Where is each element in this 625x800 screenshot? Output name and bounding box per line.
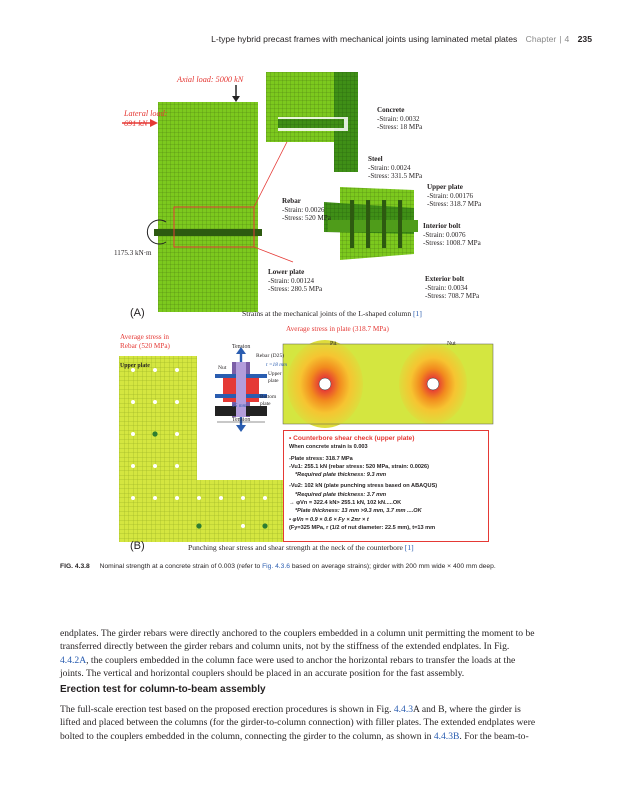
exterior-bolt-stress: -Stress: 708.7 MPa [425,292,480,300]
section-line-3a: bolted to the couplers embedded in the column, connecting the girder to the column, as shown in [60,730,432,742]
figure-caption-label: FIG. 4.3.8 [60,563,90,570]
figure-caption-link[interactable]: Fig. 4.3.6 [262,563,290,570]
check-condition: When concrete strain is 0.003 [289,444,368,451]
chapter-number: 4 [564,34,570,44]
rebar-stress: -Stress: 520 MPa [282,214,331,222]
upper-plate-stress: -Stress: 318.7 MPa [427,200,482,208]
exterior-bolt-strain: -Strain: 0.0034 [425,283,468,292]
check-vu2: -Vu2: 102 kN (plate punching stress based on ABAQUS) [289,483,438,490]
tension-bottom-label: Tension [232,417,251,423]
panel-a-caption-text: Strains at the mechanical joints of the L-shaped column [242,309,412,318]
concrete-strain: -Strain: 0.0032 [377,114,420,123]
joint-rebar-band [154,229,262,236]
check-phi-vn: → φVn = 322.4 kN> 255.1 kN, 102 kN.....OK [289,500,402,507]
nut-right-label: Nut [447,341,456,347]
check-vu1-req: *Required plate thickness: 9.3 mm [295,472,387,479]
body-paragraph-1 [60,627,602,681]
lower-plate-stress: -Stress: 280.5 MPa [268,285,323,293]
lateral-load-line1: Lateral load: [124,109,168,118]
dim-45-label: 45 mm [232,403,247,409]
moment-label: 1175.3 kN·m [114,249,152,257]
section-line-1-link[interactable]: 4.4.3 [393,704,414,715]
upper-plate-b-title: Upper plate [120,363,150,369]
avg-stress-rebar-label [120,333,170,350]
lateral-load-label [124,109,167,129]
section-line-1 [60,703,602,716]
panel-b-caption-ref[interactable]: [1] [404,543,414,552]
panel-a-caption [242,309,422,318]
section-paragraph [60,703,602,743]
section-line-3b: . For the beam-to- [459,730,529,742]
section-line-1a: The full-scale erection test based on the proposed erection procedures is shown in Fig. [60,704,392,715]
concrete-title: Concrete [377,106,405,114]
panel-b-letter: (B) [130,540,145,552]
check-formula: • φVn = 0.9 × 0.6 × Fy × 2πr × t [289,516,369,523]
upper-plate-label [427,183,481,209]
figure-caption-text-1: Nominal strength at a concrete strain of 0.003 (refer to [99,563,261,570]
check-fy-note: (Fy=325 MPa, r (1/2 of nut diameter: 22.5 mm), t=13 mm [289,524,436,531]
section-line-3-link[interactable]: 4.4.3B [433,730,460,742]
page-number: 235 [577,34,592,44]
lower-plate-label [268,268,322,294]
bottom-plate-label: Bottom plate [260,394,277,407]
section-heading: Erection test for column-to-beam assembly [60,684,266,695]
upper-plate-b-label [120,362,150,371]
exterior-bolt-title: Exterior bolt [425,275,465,283]
concrete-label [377,106,422,132]
nut-label: Nut [218,365,227,371]
lateral-load-line2: 691 kN [124,119,148,128]
running-title: L-type hybrid precast frames with mechanical joints using laminated metal plates [211,34,518,44]
panel-b-caption-text: Punching shear stress and shear strength at the neck of the counterbore [188,543,403,552]
figure-caption-text-2: based on average strains); girder with 200 mm wide × 400 mm deep. [291,563,496,570]
avg-stress-plate-label: Average stress in plate (318.7 MPa) [286,325,389,333]
steel-label [368,155,422,181]
interior-bolt-label [423,222,481,248]
paragraph-1-line-1: endplates. The girder rebars were directly anchored to the couplers embedded in a column unit permitting the moment to be [60,628,535,639]
panel-b-caption [188,543,414,552]
steel-stress: -Stress: 331.5 MPa [368,172,423,180]
axial-load-label: Axial load: 5000 kN [177,75,244,84]
pit-label: Pit [330,341,337,347]
check-title: • Counterbore shear check (upper plate) [289,435,415,442]
panel-a-letter: (A) [130,307,145,319]
tension-top-label: Tension [232,344,251,350]
t18-label: t =18 mm [266,362,288,368]
check-plate-stress: -Plate stress: 318.7 MPa [289,455,353,462]
panel-a-caption-ref[interactable]: [1] [413,309,422,318]
lower-plate-strain: -Strain: 0.00124 [268,276,315,285]
paragraph-1-line-3 [60,654,602,667]
avg-stress-rebar-line1: Average stress in [120,333,169,341]
paragraph-1-line-3-text: , the couplers embedded in the column face were used to anchor the horizontal rebars to transfer the loads at the [86,654,516,666]
rebar-label [282,197,331,223]
counterbore-check-box [283,430,489,542]
rebar-strain: -Strain: 0.0026 [282,205,325,214]
upper-plate-title: Upper plate [427,183,463,191]
interior-bolt-title: Interior bolt [423,222,461,230]
section-line-2: lifted and placed between the columns (for the girder-to-column connection) with filler plates. The extended endplates were [60,717,536,729]
interior-bolt-stress: -Stress: 1008.7 MPa [423,239,481,247]
concrete-stress: -Stress: 18 MPa [377,123,423,131]
check-vu1: -Vu1: 255.1 kN (rebar stress: 520 MPa, strain: 0.0026) [289,463,430,470]
paragraph-1-line-4: joints. The vertical and horizontal couplers should be placed in an accurate position for the fast assembly. [60,668,465,680]
check-vu2-req: *Required plate thickness: 3.7 mm [295,491,387,498]
steel-title: Steel [368,155,383,163]
section-line-3 [60,730,602,743]
avg-stress-rebar-line2: Rebar (520 MPa) [120,341,170,350]
check-plate-thickness: *Plate thickness: 13 mm >9.3 mm, 3.7 mm ....OK [295,508,422,515]
steel-strain: -Strain: 0.0024 [368,163,411,172]
figure-caption [60,563,600,570]
rebar-d25-label: Rebar (D25) [256,353,285,359]
rebar-title: Rebar [282,197,301,205]
upper-plate-inset-label: Upper plate [268,371,282,384]
paragraph-1-line-2: transferred directly between the girder rebars and column units, not by the stiffness of the extended endplates. In Fig. [60,641,510,653]
upper-plate-strain: -Strain: 0.00176 [427,191,474,200]
interior-bolt-strain: -Strain: 0.0076 [423,230,466,239]
chapter-label: Chapter [525,34,557,44]
lower-plate-title: Lower plate [268,268,305,276]
section-line-1b: A and B, where the girder is [413,704,521,715]
paragraph-1-link[interactable]: 4.4.2A [60,654,87,666]
exterior-bolt-label [425,275,479,301]
running-header: L-type hybrid precast frames with mechanical joints using laminated metal plates Chapter | 4 235 [211,34,592,44]
